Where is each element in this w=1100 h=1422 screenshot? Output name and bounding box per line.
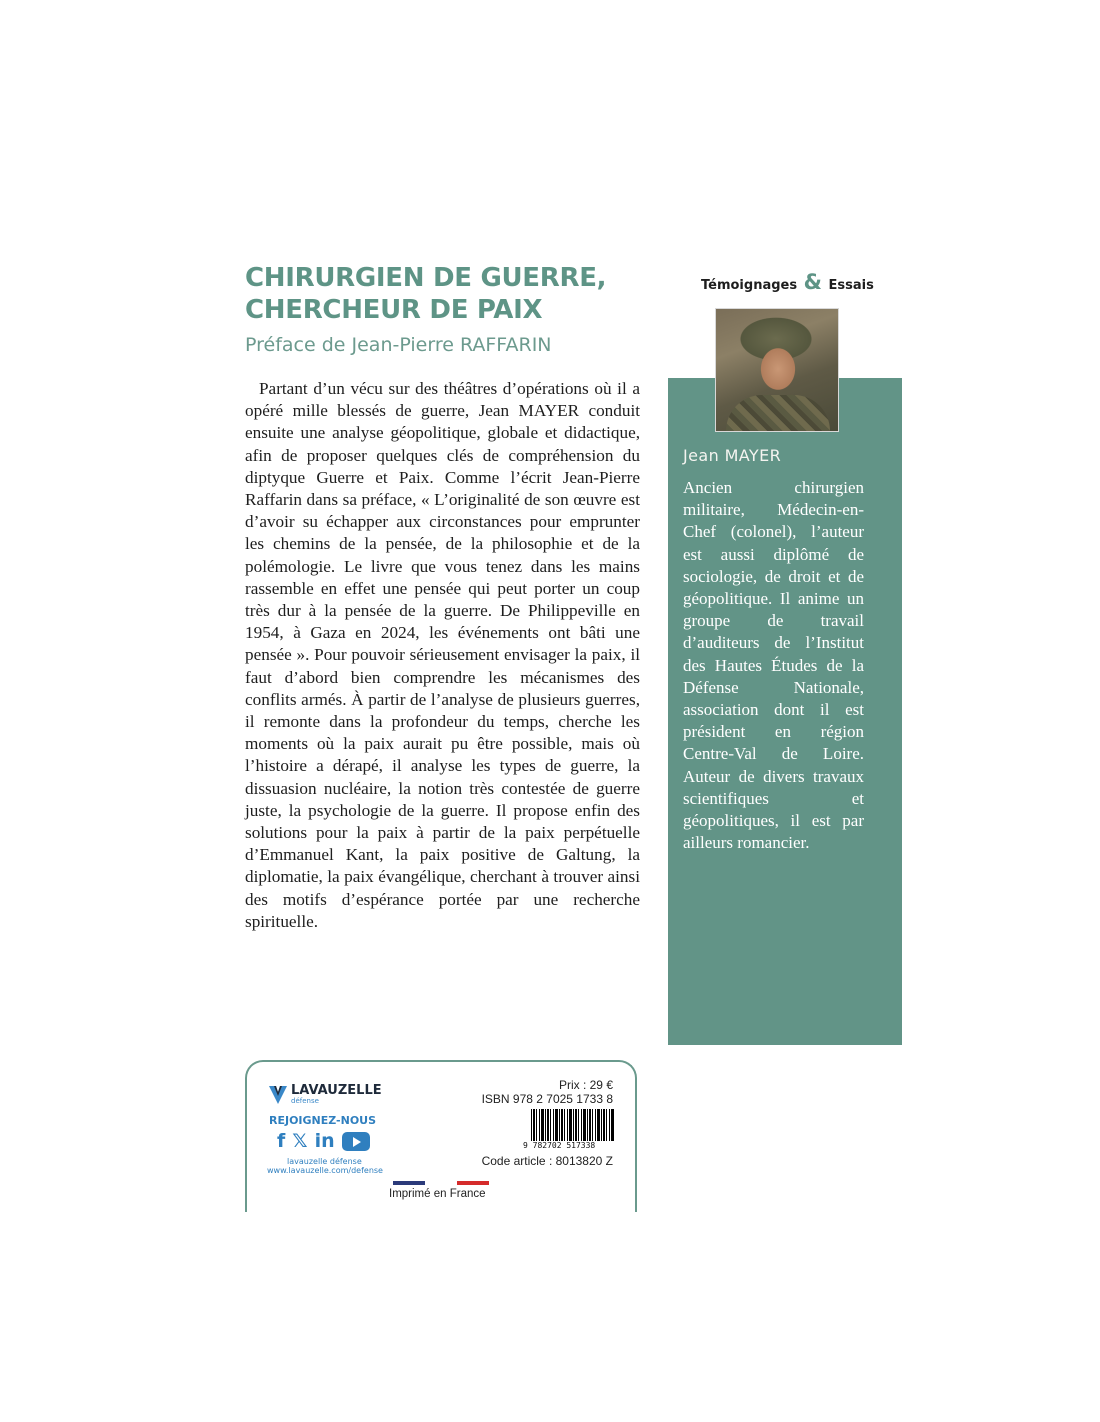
collection-label <box>701 270 874 294</box>
france-flag-icon <box>393 1181 489 1185</box>
author-name: Jean MAYER <box>683 446 782 465</box>
isbn-label: ISBN 978 2 7025 1733 8 <box>481 1092 613 1106</box>
book-summary: Partant d’un vécu sur des théâtres d’opérations où il a opéré mille blessés de guerre, Jean MAYER conduit ensuite une analyse géopolitique, globale et didactique, afin de proposer quelques clés de compréhension du diptyque Guerre et Paix. Comme l’écrit Jean-Pierre Raffarin dans sa préface, « L’originalité de son œuvre est d’avoir su échapper aux circonstances pour emprunter les chemins de la pensée, de la philosophie et de la polémologie. Le livre que vous tenez dans les mains rassemble en effet une pensée qui peut porter un coup très dur à la pensée de la guerre. De Philippeville en 1954, à Gaza en 2024, les événements ont bâti une pensée ». Pour pouvoir sérieusement envisager la paix, il faut d’abord bien comprendre les mécanismes des conflits armés. À partir de l’analyse de plusieurs guerres, il remonte dans la profondeur du temps, cherche les moments où la paix aurait pu être possible, mais où l’histoire a dérapé, il analyse les types de guerre, la dissuasion nucléaire, la notion très contestée de guerre juste, la psychologie de la guerre. Il propose enfin des solutions pour la paix à partir de la paix perpétuelle d’Emmanuel Kant, la paix positive de Galtung, la diplomatie, la paix évangélique, cherchant à trouver ainsi des motifs d’espérance portée par une recherche spirituelle. <box>245 379 640 931</box>
footer-info-box <box>245 1060 637 1212</box>
printed-in-france: Imprimé en France <box>389 1188 486 1200</box>
youtube-icon[interactable] <box>342 1132 370 1151</box>
x-icon[interactable]: 𝕏 <box>292 1130 308 1152</box>
book-title <box>245 262 665 326</box>
book-title-line-1: CHIRURGIEN DE GUERRE, <box>245 263 607 293</box>
social-links <box>277 1130 370 1152</box>
author-bio: Ancien chirurgien militaire, Médecin-en-Chef (colonel), l’auteur est aussi diplômé de sociologie, de droit et de géopolitique. Il anime un groupe de travail d’auditeurs de l’Institut des Hautes Études de la Défense Nationale, association dont il est président en région Centre-Val de Loire. Auteur de divers travaux scientifiques et géopolitiques, il est par ailleurs romancier. <box>683 478 864 853</box>
flag-white-stripe <box>425 1181 457 1185</box>
barcode-digits: 9 782702 517338 <box>523 1141 596 1150</box>
barcode <box>531 1109 615 1141</box>
publisher-name: LAVAUZELLE <box>291 1083 382 1098</box>
collection-word-1: Témoignages <box>701 278 798 293</box>
join-us-label: REJOIGNEZ-NOUS <box>269 1114 377 1127</box>
article-code: Code article : 8013820 Z <box>481 1154 613 1168</box>
facebook-icon[interactable]: f <box>277 1130 286 1152</box>
flag-red-stripe <box>457 1181 489 1185</box>
lavauzelle-logo-icon <box>269 1084 287 1104</box>
publisher-link-name[interactable]: lavauzelle défense <box>287 1157 362 1166</box>
preface-credit: Préface de Jean-Pierre RAFFARIN <box>245 334 552 356</box>
flag-blue-stripe <box>393 1181 425 1185</box>
collection-word-2: Essais <box>828 278 874 293</box>
author-photo <box>715 308 839 432</box>
publisher-link-url[interactable]: www.lavauzelle.com/defense <box>267 1166 383 1175</box>
price-label: Prix : 29 € <box>558 1078 613 1092</box>
collection-ampersand: & <box>803 270 822 294</box>
linkedin-icon[interactable]: in <box>314 1130 335 1152</box>
book-title-line-2: CHERCHEUR DE PAIX <box>245 295 543 325</box>
publisher-subtitle: défense <box>291 1097 319 1105</box>
